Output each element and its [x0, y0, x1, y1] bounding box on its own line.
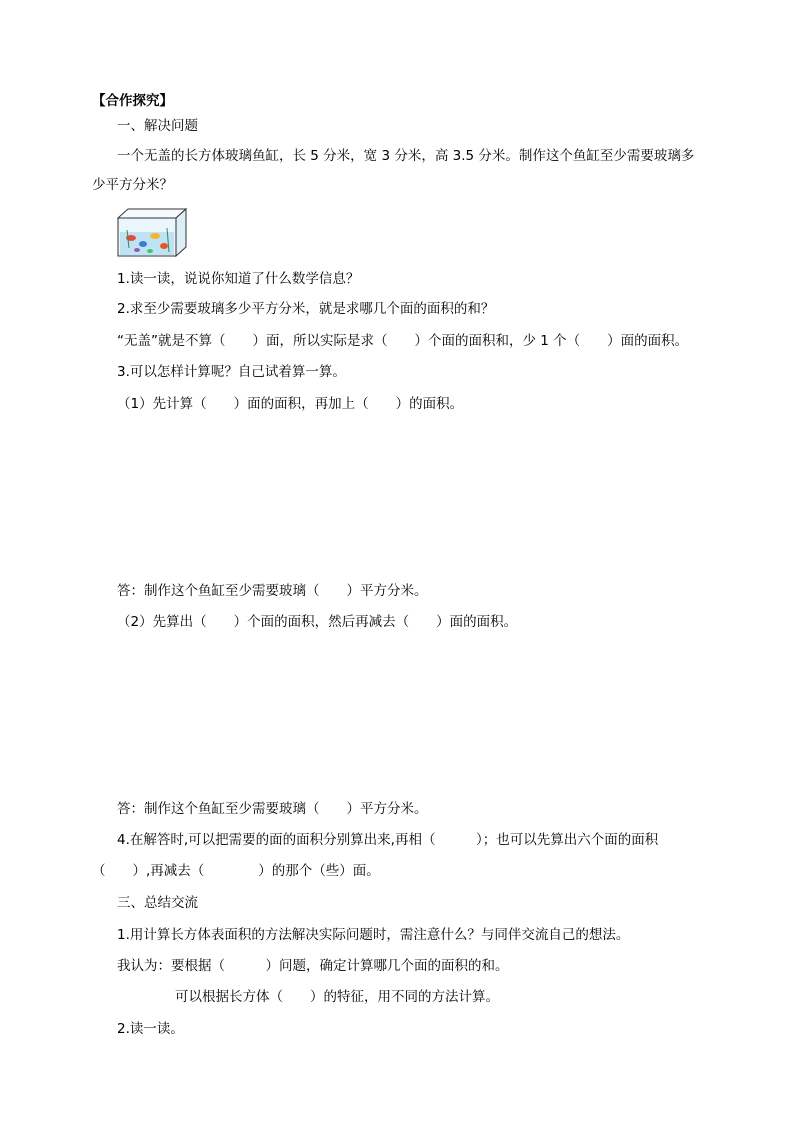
problem-text-line2: 少平方分米？ — [92, 177, 173, 193]
question-3: 3.可以怎样计算呢？自己试着算一算。 — [117, 364, 346, 380]
question-4-line2: （ ）,再减去（ ）的那个（些）面。 — [92, 863, 380, 879]
question-2-fill: “无盖”就是不算（ ）面，所以实际是求（ ）个面的面积和，少 1 个（ ）面的面积。 — [117, 333, 689, 349]
part1-heading: 一、解决问题 — [117, 118, 198, 134]
answer-1: 答：制作这个鱼缸至少需要玻璃（ ）平方分米。 — [117, 583, 428, 599]
question-1: 1.读一读，说说你知道了什么数学信息？ — [117, 271, 360, 287]
part3-question-1: 1.用计算长方体表面积的方法解决实际问题时，需注意什么？与同伴交流自己的想法。 — [117, 927, 630, 943]
part3-heading: 三、总结交流 — [117, 895, 198, 911]
opinion-line1: 我认为：要根据（ ）问题，确定计算哪几个面的面积的和。 — [117, 958, 509, 974]
question-3-2: （2）先算出（ ）个面的面积，然后再减去（ ）面的面积。 — [117, 614, 518, 630]
question-4-line1: 4.在解答时,可以把需要的面的面积分别算出来,再相（ ）；也可以先算出六个面的面积 — [117, 832, 659, 848]
question-3-1: （1）先计算（ ）面的面积，再加上（ ）的面积。 — [117, 396, 464, 412]
answer-2: 答：制作这个鱼缸至少需要玻璃（ ）平方分米。 — [117, 801, 428, 817]
section-heading: 【合作探究】 — [92, 93, 173, 109]
opinion-line2: 可以根据长方体（ ）的特征，用不同的方法计算。 — [175, 989, 499, 1005]
part3-question-2: 2.读一读。 — [117, 1021, 184, 1037]
question-2: 2.求至少需要玻璃多少平方分米，就是求哪几个面的面积的和？ — [117, 301, 495, 317]
fish-tank-icon — [117, 208, 187, 258]
problem-text-line1: 一个无盖的长方体玻璃鱼缸，长 5 分米，宽 3 分米，高 3.5 分米。制作这个鱼缸至少需要玻璃多 — [117, 148, 695, 164]
